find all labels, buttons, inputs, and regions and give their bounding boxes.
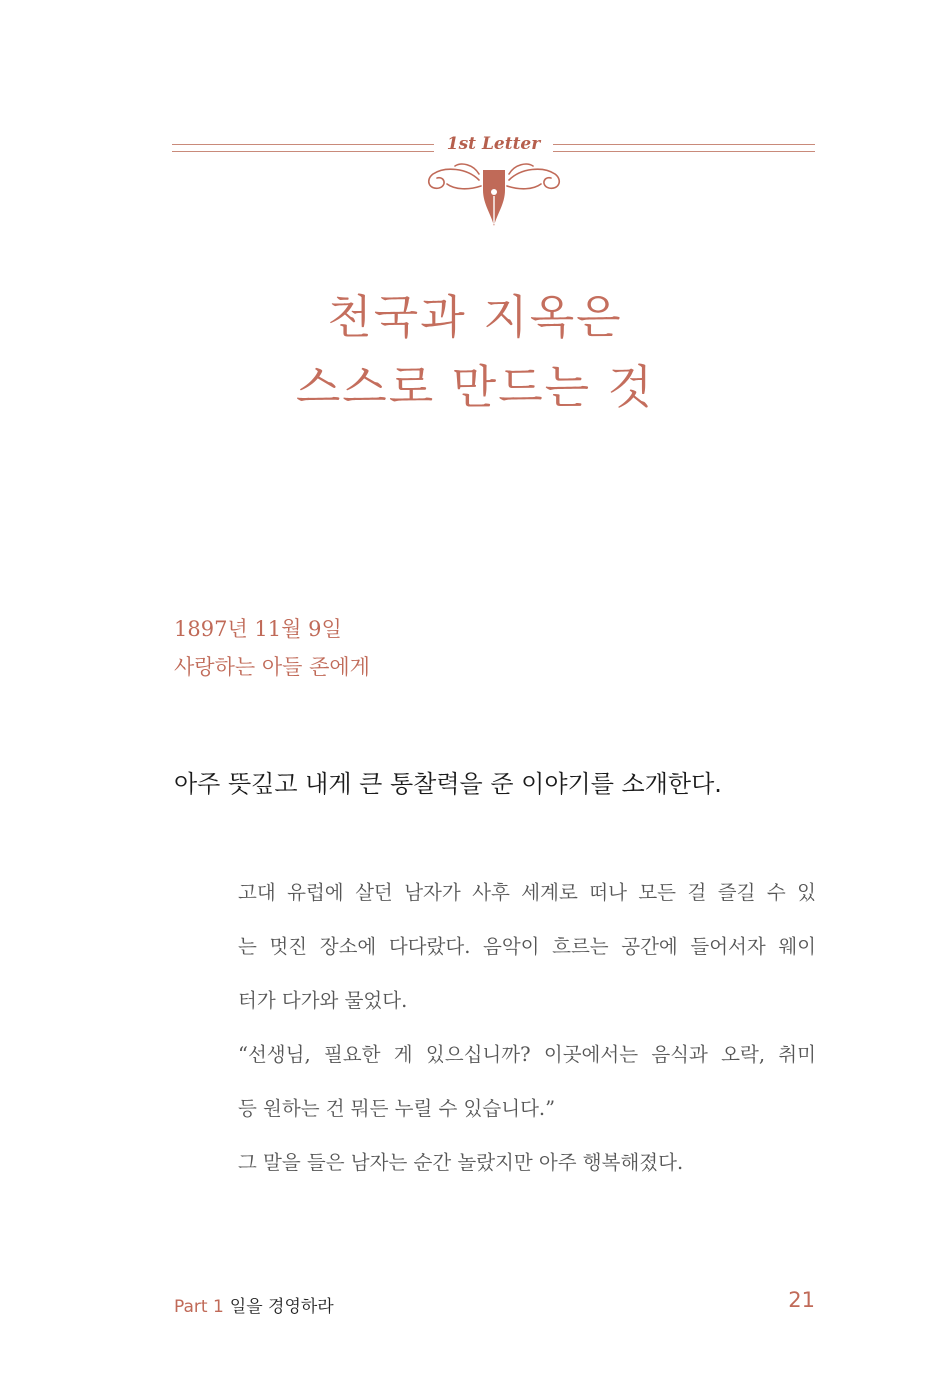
story-block <box>238 866 816 1190</box>
running-footer <box>174 1292 334 1317</box>
story-line: “선생님, 필요한 게 있으십니까? 이곳에서는 음식과 오락, 취미 <box>238 1043 816 1066</box>
story-line: 터가 다가와 물었다. <box>238 989 408 1012</box>
story-line: 등 원하는 건 뭐든 누릴 수 있습니다.” <box>238 1097 556 1120</box>
chapter-title <box>0 282 950 422</box>
letter-date: 1897년 11월 9일 <box>174 617 342 641</box>
story-line: 는 멋진 장소에 다다랐다. 음악이 흐르는 공간에 들어서자 웨이 <box>238 935 816 958</box>
page-number: 21 <box>788 1288 815 1312</box>
chapter-title-line-1: 천국과 지옥은 <box>327 290 623 344</box>
letter-recipient: 사랑하는 아들 존에게 <box>174 655 370 679</box>
letter-label: 1st Letter <box>446 134 541 154</box>
story-line: 고대 유럽에 살던 남자가 사후 세계로 떠나 모든 걸 즐길 수 있 <box>238 881 816 904</box>
letter-salutation <box>174 610 370 686</box>
section-title: 일을 경영하라 <box>229 1297 334 1317</box>
intro-paragraph: 아주 뜻깊고 내게 큰 통찰력을 준 이야기를 소개한다. <box>174 770 722 798</box>
fountain-pen-icon <box>423 160 565 230</box>
chapter-title-line-2: 스스로 만드는 것 <box>295 360 655 414</box>
letter-header-ornament <box>172 130 815 230</box>
story-line: 그 말을 들은 남자는 순간 놀랐지만 아주 행복해졌다. <box>238 1151 684 1174</box>
part-label: Part 1 <box>174 1297 224 1317</box>
